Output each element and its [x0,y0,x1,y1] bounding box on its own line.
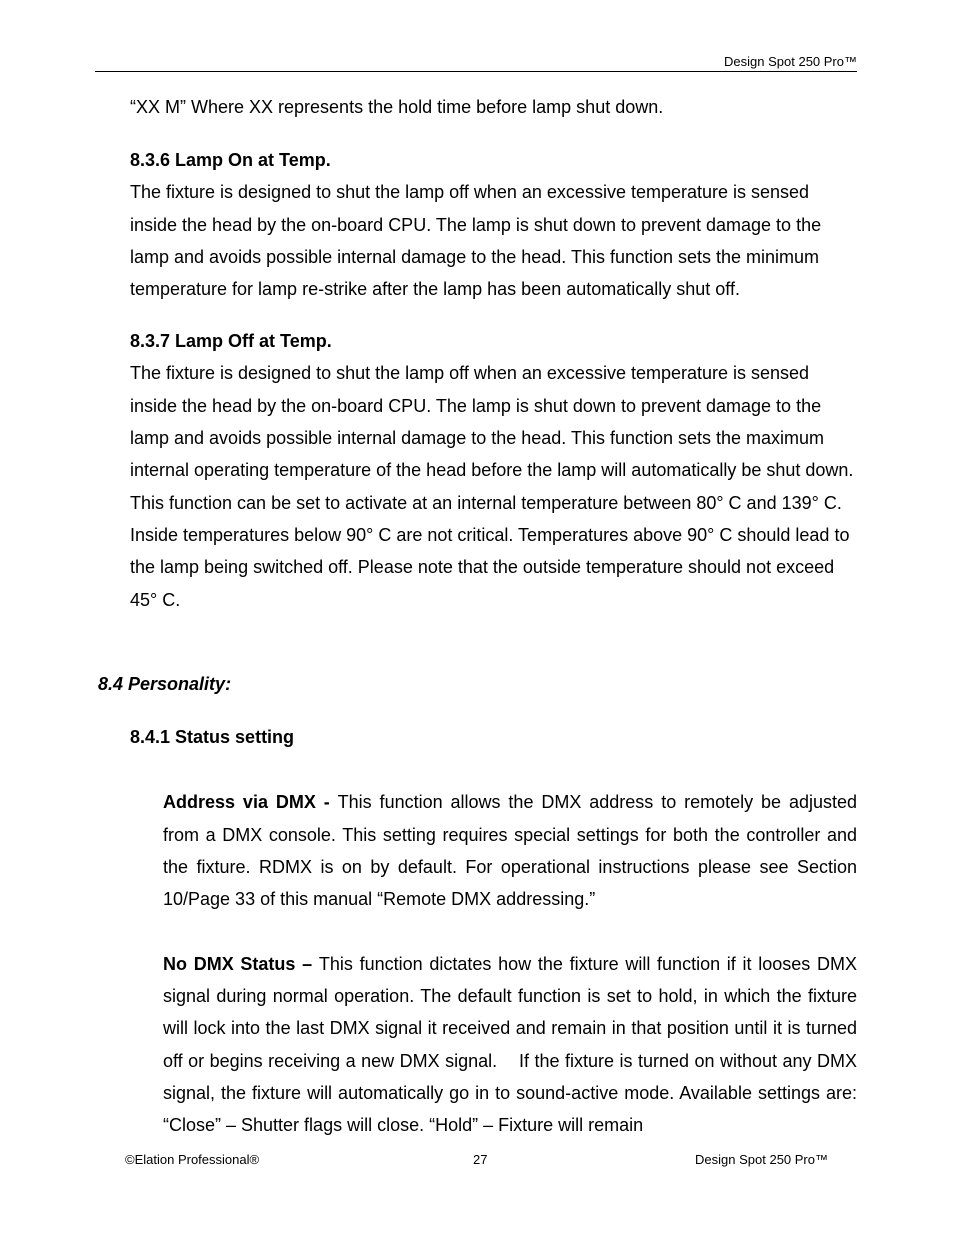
footer-page-number: 27 [473,1152,488,1167]
no-dmx-status-text: This function dictates how the fixture will function if it looses DMX signal during normal operation. The default function is set to hold, in which the fixture will lock into the last DMX signal it received and remain in that position until it is turned off or begins receiving a new DMX signal. If the fixture is turned on without any DMX signal, the fixture will automatically go in to sound-active mode. Available settings are: “Close” – Shutter flags will close. “Hold” – Fixture will remain [163,953,863,1136]
section-84-heading: 8.4 Personality: [98,673,232,694]
page-body [98,91,863,1141]
section-837-body: The fixture is designed to shut the lamp off when an excessive temperature is sensed inside the head by the on-board CPU. The lamp is shut down to prevent damage to the lamp and avoids possible internal damage to the head. This function sets the maximum internal operating temperature of the head before the lamp will automatically be shut down. This function can be set to activate at an internal temperature between 80° C and 139° C. Inside temperatures below 90° C are not critical. Temperatures above 90° C should lead to the lamp being switched off. Please note that the outside temperature should not exceed 45° C. [130,363,854,610]
address-via-dmx-paragraph [163,786,857,915]
no-dmx-status-paragraph [163,948,863,1142]
footer-copyright: ©Elation Professional® [125,1152,260,1167]
section-841-heading: 8.4.1 Status setting [130,727,295,748]
page-header-title: Design Spot 250 Pro™ [724,54,857,69]
intro-paragraph: “XX M” Where XX represents the hold time before lamp shut down. [130,97,664,117]
section-837-heading: 8.3.7 Lamp Off at Temp. [130,331,332,352]
address-via-dmx-lead: Address via DMX - [163,792,338,813]
no-dmx-status-lead: No DMX Status – [163,953,319,974]
header-divider [95,71,857,72]
footer-product-name: Design Spot 250 Pro™ [695,1152,828,1167]
section-836-body: The fixture is designed to shut the lamp off when an excessive temperature is sensed inside the head by the on-board CPU. The lamp is shut down to prevent damage to the lamp and avoids possible internal damage to the head. This function sets the minimum temperature for lamp re-strike after the lamp has been automatically shut off. [130,182,822,300]
address-via-dmx-text: This function allows the DMX address to remotely be adjusted from a DMX console. This setting requires special settings for both the controller and the fixture. RDMX is on by default. For operational instructions please see Section 10/Page 33 of this manual “Remote DMX addressing.” [163,792,858,910]
section-836-heading: 8.3.6 Lamp On at Temp. [130,150,331,171]
